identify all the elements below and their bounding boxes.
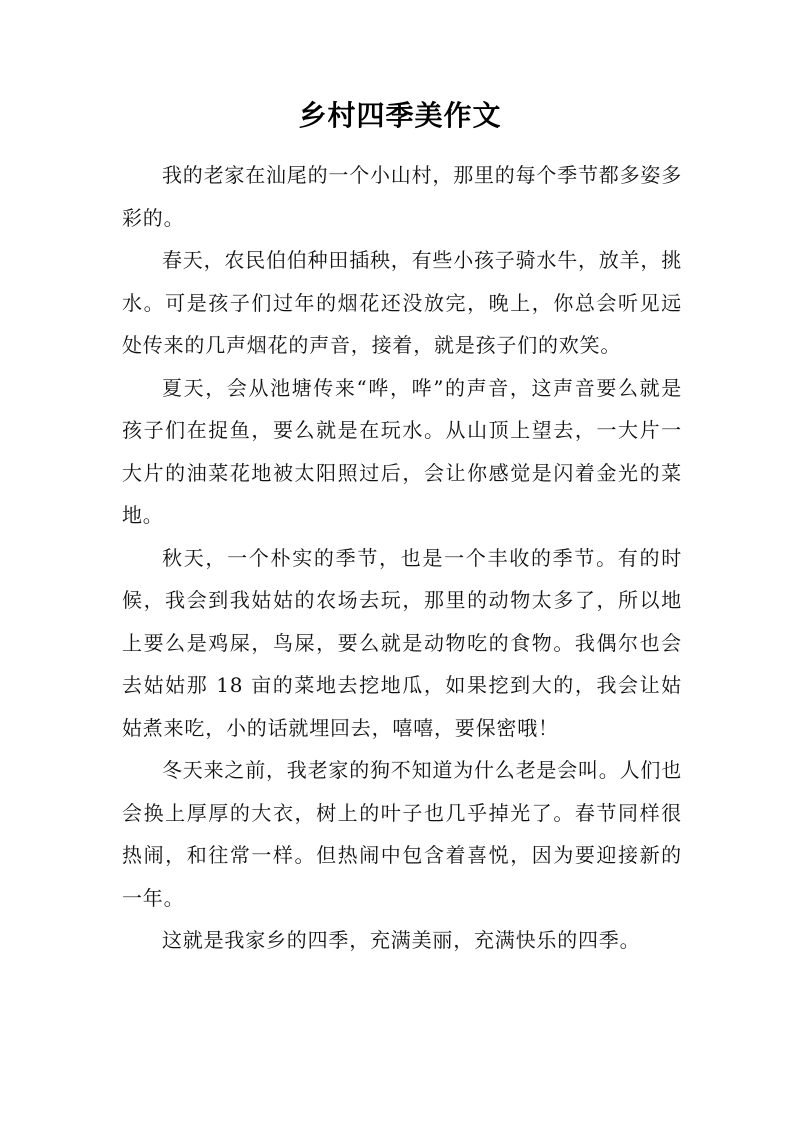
paragraph-winter: 冬天来之前，我老家的狗不知道为什么老是会叫。人们也会换上厚厚的大衣，树上的叶子也几乎掉光了。春节同样很热闹，和往常一样。但热闹中包含着喜悦，因为要迎接新的一年。 (122, 758, 682, 910)
paragraph-intro: 我的老家在汕尾的一个小山村，那里的每个季节都多姿多彩的。 (122, 163, 682, 230)
paragraph-spring: 春天，农民伯伯种田插秧，有些小孩子骑水牛，放羊，挑水。可是孩子们过年的烟花还没放完，晚上，你总会听见远处传来的几声烟花的声音，接着，就是孩子们的欢笑。 (122, 248, 682, 357)
document-title: 乡村四季美作文 (298, 99, 502, 132)
paragraph-summer: 夏天，会从池塘传来“哗，哗”的声音，这声音要么就是孩子们在捉鱼，要么就是在玩水。从山顶上望去，一大片一大片的油菜花地被太阳照过后，会让你感觉是闪着金光的菜地。 (122, 375, 682, 527)
paragraph-conclusion: 这就是我家乡的四季，充满美丽，充满快乐的四季。 (162, 928, 641, 952)
document-body (122, 154, 682, 962)
paragraph-autumn: 秋天，一个朴实的季节，也是一个丰收的季节。有的时候，我会到我姑姑的农场去玩，那里的动物太多了，所以地上要么是鸡屎，鸟屎，要么就是动物吃的食物。我偶尔也会去姑姑那 18 亩的菜地去挖地瓜，如果挖到大的，我会让姑姑煮来吃，小的话就埋回去，嘻嘻，要保密哦！ (122, 545, 682, 740)
